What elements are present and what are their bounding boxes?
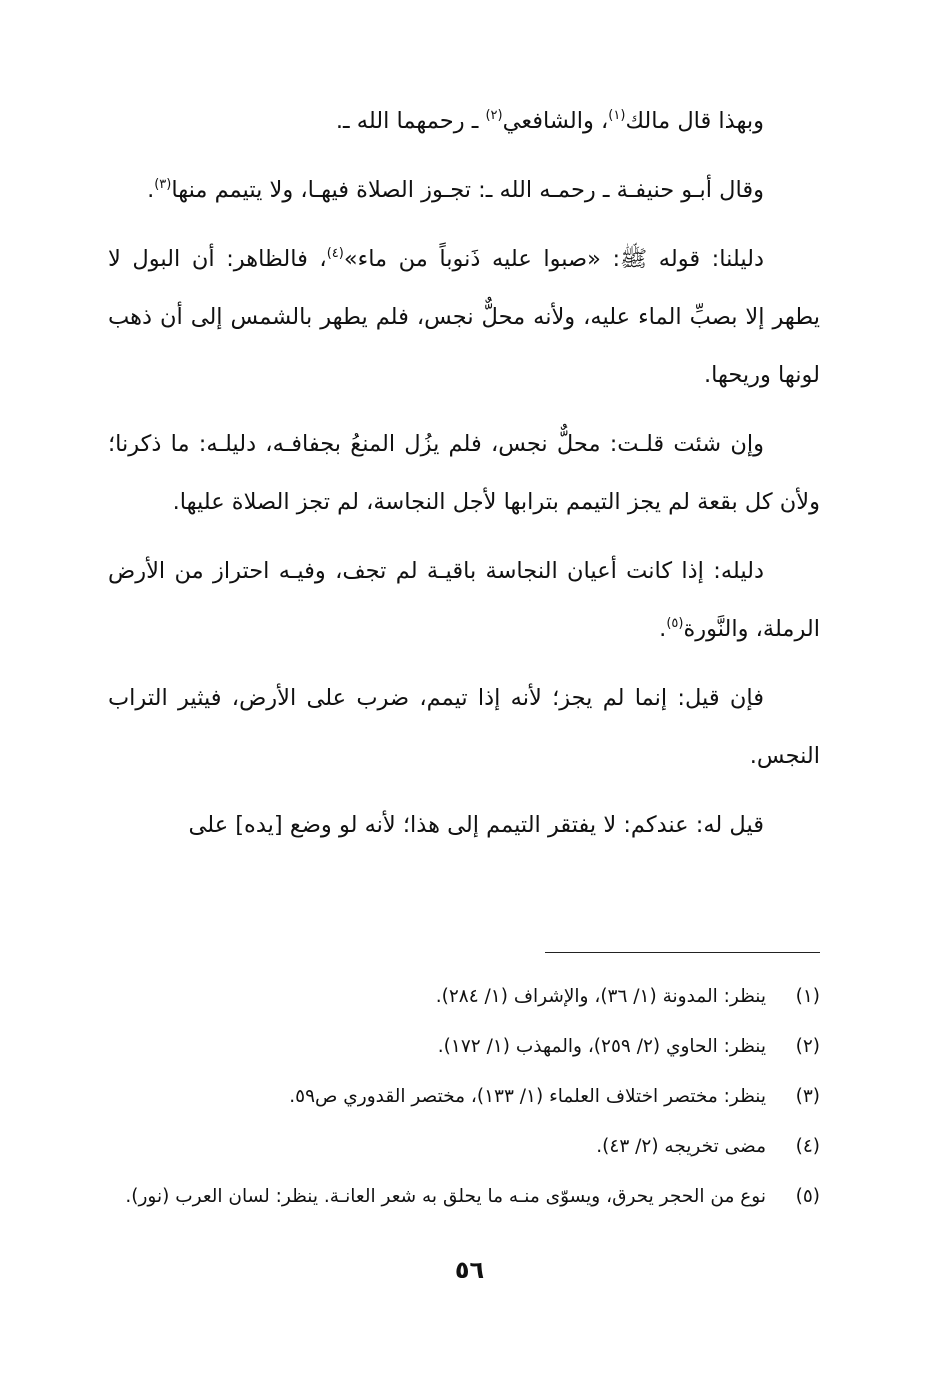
footnote-number: (٣) xyxy=(795,1086,820,1107)
footnote-5 xyxy=(108,1172,820,1222)
footnote-ref-3[interactable]: (٣) xyxy=(154,177,172,192)
footnote-number: (١) xyxy=(795,986,820,1007)
page-number: ٥٦ xyxy=(454,1256,485,1284)
main-text-block xyxy=(108,92,820,854)
footnote-ref-2[interactable]: (٢) xyxy=(485,108,503,123)
paragraph-text: دليله: إذا كانت أعيان النجاسة باقيـة لم تجف، وفيـه احتراز من الأرض الرملة، والنَّورة xyxy=(108,558,820,642)
paragraph-text: وبهذا قال مالك xyxy=(625,108,764,134)
book-page xyxy=(108,92,820,1207)
footnote-ref-1[interactable]: (١) xyxy=(608,108,626,123)
paragraph-text: ، فالظاهر: أن البول لا يطهر إلا بصبِّ الماء عليه، ولأنه محلٌّ نجس، فلم يطهر بالشمس إلى أن ذهب لونها وريحها. xyxy=(108,246,820,388)
footnote-ref-4[interactable]: (٤) xyxy=(326,246,344,261)
footnotes-section xyxy=(108,972,820,1222)
paragraph-text: . xyxy=(147,177,155,203)
footnote-1 xyxy=(108,972,820,1022)
paragraph-4 xyxy=(108,415,820,531)
footnote-number: (٤) xyxy=(795,1136,820,1157)
footnote-number: (٢) xyxy=(795,1036,820,1057)
paragraph-5 xyxy=(108,542,820,658)
paragraph-text: ـ رحمهما الله ـ. xyxy=(335,108,486,134)
paragraph-text: دليلنا: قوله ﷺ: «صبوا عليه ذَنوباً من ماء» xyxy=(343,246,765,272)
paragraph-6 xyxy=(108,669,820,785)
paragraph-3 xyxy=(108,230,820,404)
paragraph-7 xyxy=(108,796,820,854)
footnote-text: مضى تخريجه (٢/ ٤٣). xyxy=(596,1136,766,1157)
paragraph-text: وقال أبـو حنيفـة ـ رحمـه الله ـ: تجـوز الصلاة فيهـا، ولا يتيمم منها xyxy=(171,177,764,203)
footnote-text: ينظر: مختصر اختلاف العلماء (١/ ١٣٣)، مختصر القدوري ص٥٩. xyxy=(289,1086,766,1107)
paragraph-text: . xyxy=(659,616,667,642)
footnote-number: (٥) xyxy=(795,1186,820,1207)
paragraph-text: قيل له: عندكم: لا يفتقر التيمم إلى هذا؛ لأنه لو وضع [يده] على xyxy=(188,812,764,838)
footnote-text: ينظر: المدونة (١/ ٣٦)، والإشراف (١/ ٢٨٤). xyxy=(435,986,766,1007)
paragraph-text: ، والشافعي xyxy=(502,108,609,134)
paragraph-2 xyxy=(108,161,820,219)
footnote-4 xyxy=(108,1122,820,1172)
footnote-3 xyxy=(108,1072,820,1122)
footnote-ref-5[interactable]: (٥) xyxy=(666,616,684,631)
footnote-text: نوع من الحجر يحرق، ويسوّى منـه ما يحلق به شعر العانـة. ينظر: لسان العرب (نور). xyxy=(125,1186,766,1207)
paragraph-text: فإن قيل: إنما لم يجز؛ لأنه إذا تيمم، ضرب على الأرض، فيثير التراب النجس. xyxy=(108,685,820,769)
footnote-2 xyxy=(108,1022,820,1072)
footnote-divider xyxy=(545,952,820,953)
paragraph-1 xyxy=(108,92,820,150)
footnote-text: ينظر: الحاوي (٢/ ٢٥٩)، والمهذب (١/ ١٧٢). xyxy=(437,1036,766,1057)
paragraph-text: وإن شئت قلـت: محلٌّ نجس، فلم يزُل المنعُ بجفافـه، دليلـه: ما ذكرنا؛ ولأن كل بقعة لم يجز التيمم بترابها لأجل النجاسة، لم تجز الصلاة عليها. xyxy=(108,431,820,515)
